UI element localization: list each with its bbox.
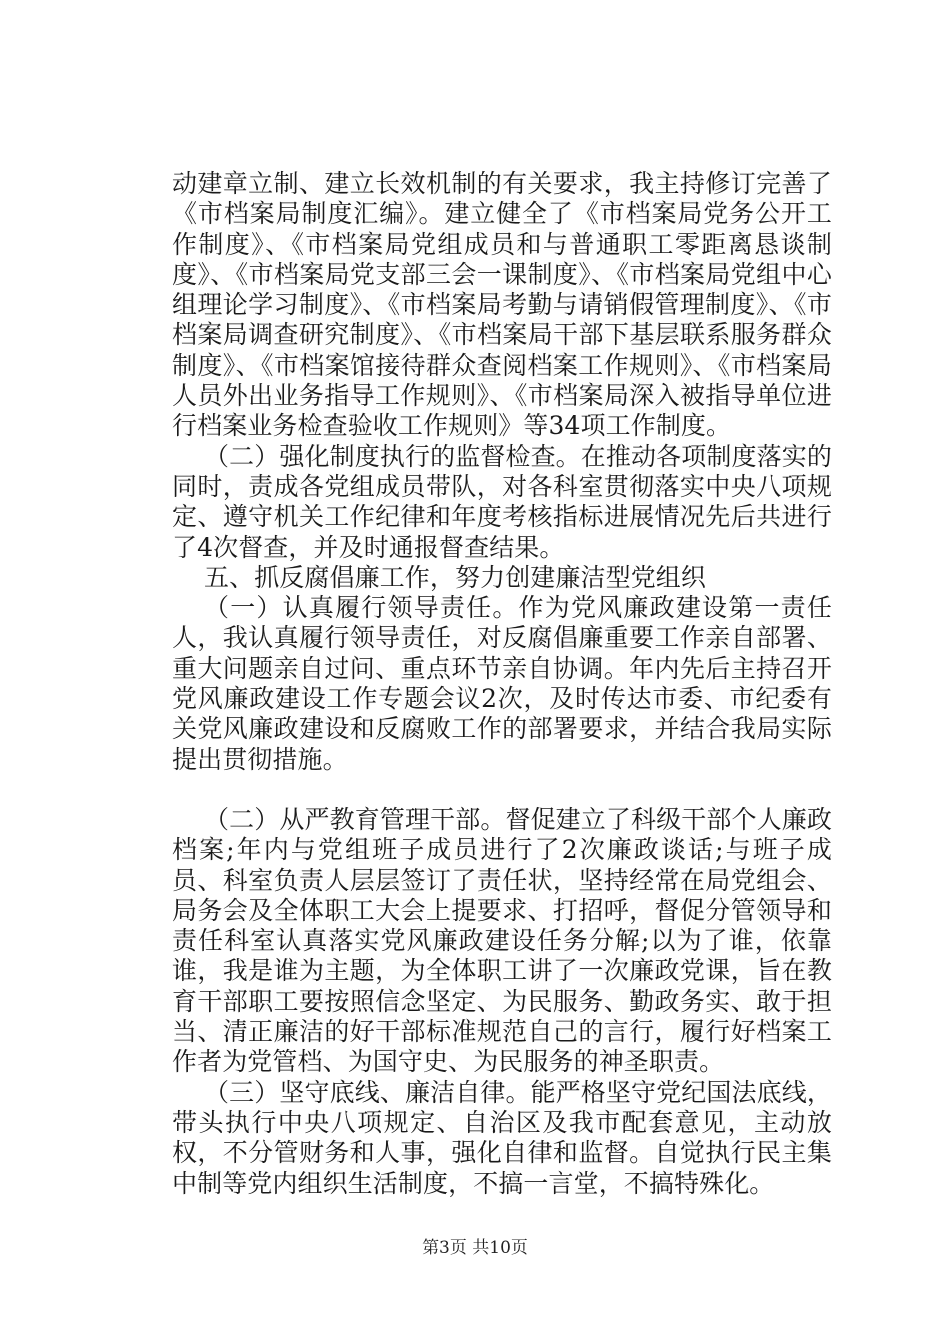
paragraph-supervision: （二）强化制度执行的监督检查。在推动各项制度落实的同时，责成各党组成员带队，对各科室贯彻落实中央八项规定、遵守机关工作纪律和年度考核指标进展情况先后共进行了4次督查，并及时通报督查结果。	[172, 441, 832, 562]
paragraph-regulation-list: 动建章立制、建立长效机制的有关要求，我主持修订完善了《市档案局制度汇编》。建立健全了《市档案局党务公开工作制度》、《市档案局党组成员和与普通职工零距离恳谈制度》、《市档案局党支部三会一课制度》、《市档案局党组中心组理论学习制度》、《市档案局考勤与请销假管理制度》、《市档案局调查研究制度》、《市档案局干部下基层联系服务群众制度》、《市档案馆接待群众查阅档案工作规则》、《市档案局人员外出业务指导工作规则》、《市档案局深入被指导单位进行档案业务检查验收工作规则》等34项工作制度。	[172, 169, 832, 441]
paragraph-spacer	[172, 775, 832, 805]
section-heading-anti-corruption: 五、抓反腐倡廉工作，努力创建廉洁型党组织	[204, 562, 707, 592]
paragraph-self-discipline: （三）坚守底线、廉洁自律。能严格坚守党纪国法底线，带头执行中央八项规定、自治区及我市配套意见，主动放权，不分管财务和人事，强化自律和监督。自觉执行民主集中制等党内组织生活制度，不搞一言堂，不搞特殊化。	[172, 1077, 832, 1198]
paragraph-cadre-management: （二）从严教育管理干部。督促建立了科级干部个人廉政档案;年内与党组班子成员进行了2次廉政谈话;与班子成员、科室负责人层层签订了责任状，坚持经常在局党组会、局务会及全体职工大会上提要求、打招呼，督促分管领导和责任科室认真落实党风廉政建设任务分解;以为了谁，依靠谁，我是谁为主题，为全体职工讲了一次廉政党课，旨在教育干部职工要按照信念坚定、为民服务、勤政务实、敢于担当、清正廉洁的好干部标准规范自己的言行，履行好档案工作者为党管档、为国守史、为民服务的神圣职责。	[172, 804, 832, 1077]
document-body	[172, 169, 832, 1199]
page-number-footer: 第3页 共10页	[422, 1238, 528, 1258]
paragraph-leadership-duty: （一）认真履行领导责任。作为党风廉政建设第一责任人，我认真履行领导责任，对反腐倡廉重要工作亲自部署、重大问题亲自过问、重点环节亲自协调。年内先后主持召开党风廉政建设工作专题会议2次，及时传达市委、市纪委有关党风廉政建设和反腐败工作的部署要求，并结合我局实际提出贯彻措施。	[172, 593, 832, 774]
